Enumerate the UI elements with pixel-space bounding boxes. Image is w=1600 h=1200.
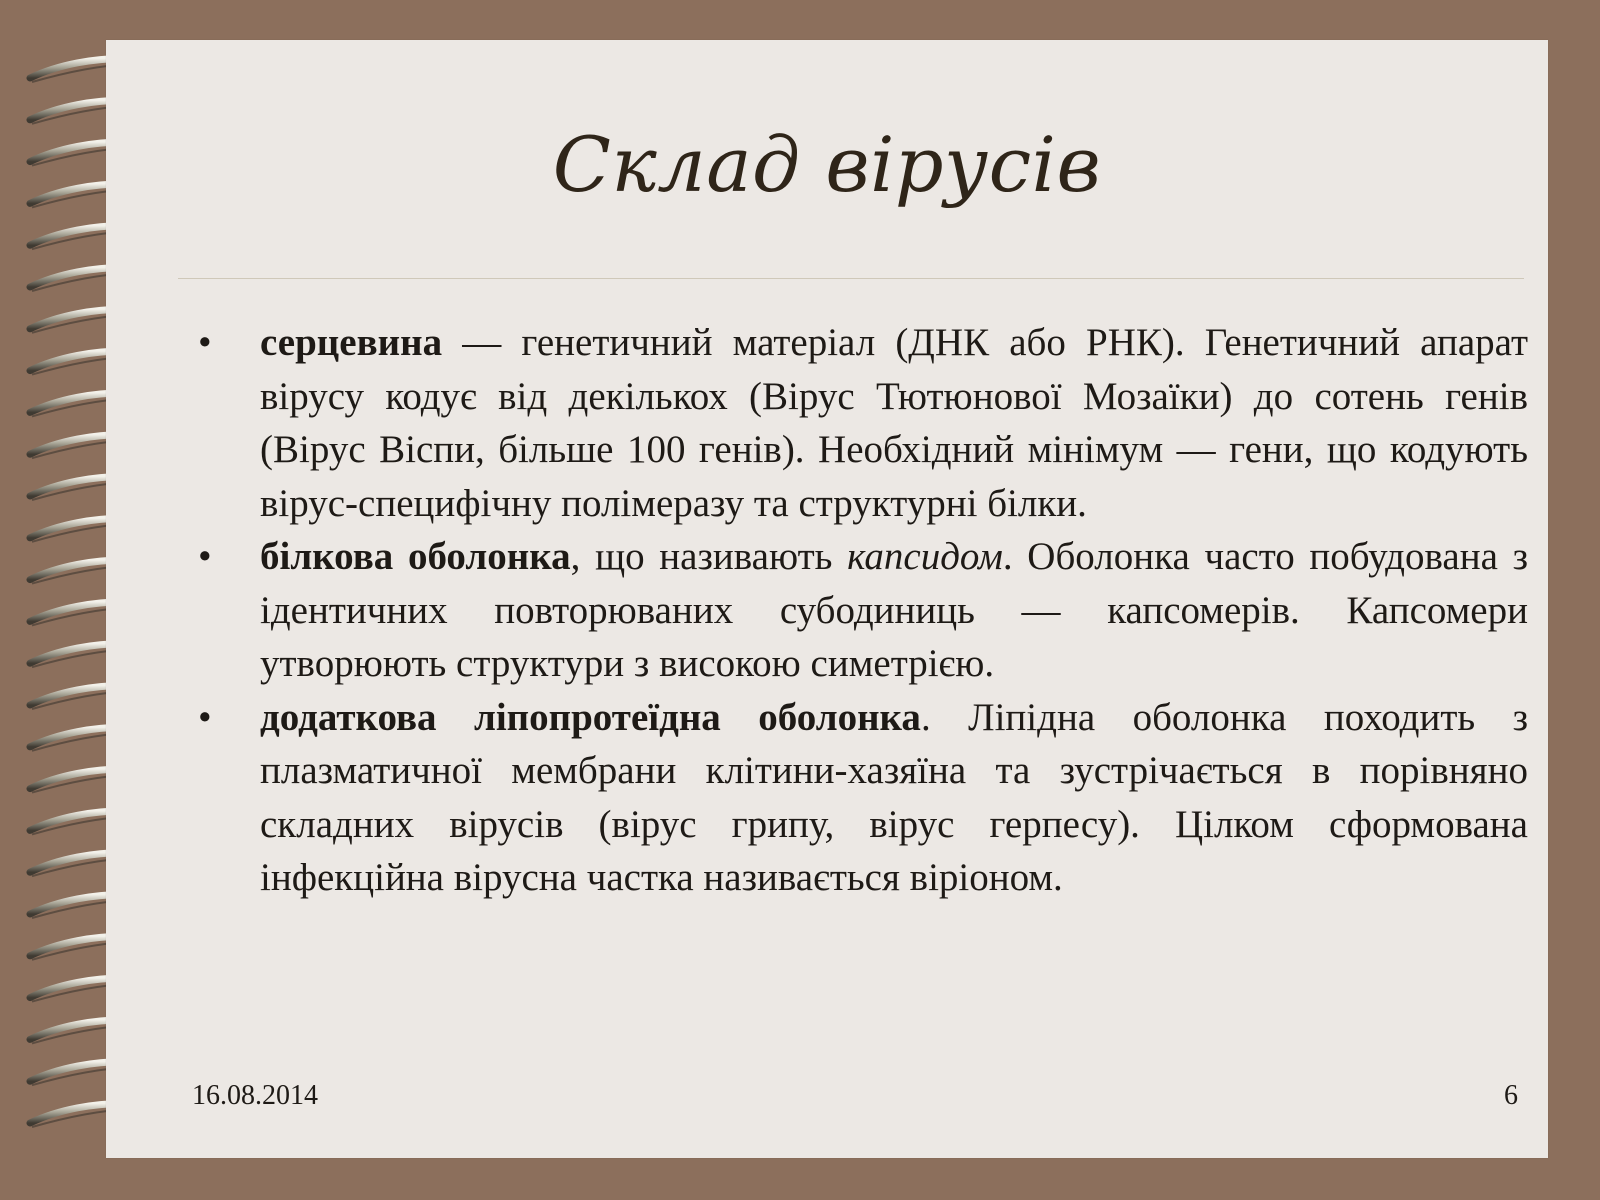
bullet-item-core [198, 316, 1528, 530]
footer-date: 16.08.2014 [192, 1080, 318, 1111]
bullet-icon: • [198, 535, 212, 578]
term-envelope: додаткова ліпопротеїдна оболонка [260, 695, 921, 739]
core-description: — генетичний матеріал (ДНК або РНК). Генетичний апарат вірусу кодує від декількох (Вірус Тютюнової Мозаїки) до сотень генів (Вірус Віспи, більше 100 генів). Необхідний мінімум — гени, що кодують вірус-специфічну полімеразу та структурні білки. [260, 321, 1528, 525]
bullet-item-envelope [198, 691, 1528, 905]
page-number: 6 [1504, 1080, 1518, 1111]
envelope-description: . Ліпідна оболонка походить з плазматичної мембрани клітини-хазяїна та зустрічається в порівняно складних вірусів (вірус грипу, вірус герпесу). Цілком сформована інфекційна вірусна частка називається віріоном. [260, 695, 1528, 899]
capsid-text-before: , що називають [570, 535, 848, 578]
term-core: серцевина [260, 321, 443, 364]
bullet-icon: • [198, 695, 212, 739]
slide-paper [106, 40, 1548, 1158]
term-capsid: білкова оболонка [260, 535, 571, 578]
capsid-text-after: . Оболонка часто побудована з ідентичних повторюваних субодиниць — капсомерів. Капсомери утворюють структури з високою симетрією. [260, 535, 1529, 685]
bullet-list [198, 316, 1528, 905]
bullet-item-capsid [198, 530, 1528, 691]
capsid-emphasis: капсидом [847, 535, 1003, 578]
title-divider [178, 278, 1524, 279]
bullet-icon: • [198, 321, 212, 364]
slide-title: Склад вірусів [552, 120, 1102, 209]
